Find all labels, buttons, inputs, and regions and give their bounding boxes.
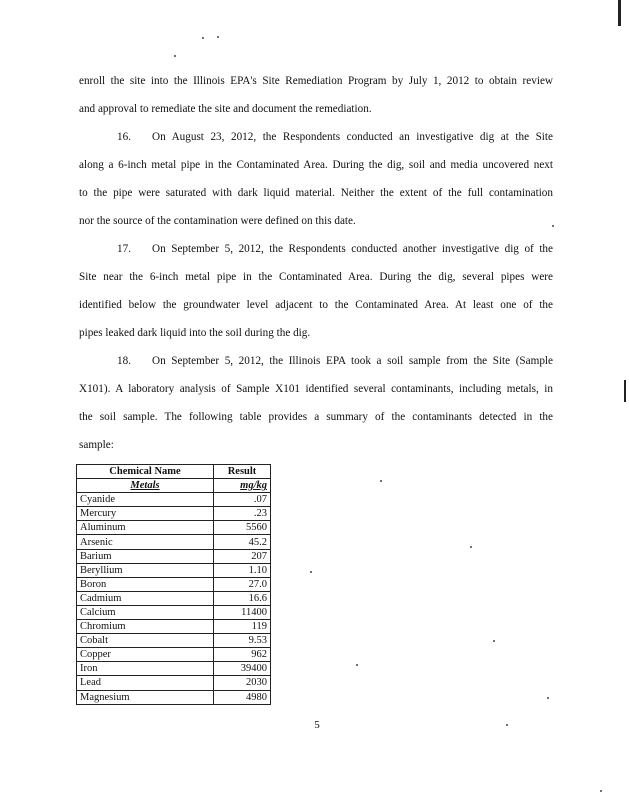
chemical-name-cell: Iron bbox=[77, 662, 214, 676]
table-header-row bbox=[77, 465, 271, 479]
result-cell: 16.6 bbox=[214, 591, 271, 605]
chemical-name-cell: Cadmium bbox=[77, 591, 214, 605]
chemical-name-cell: Lead bbox=[77, 676, 214, 690]
page-number: 5 bbox=[314, 719, 320, 731]
paragraph-text: On September 5, 2012, the Respondents conducted another investigative dig of the bbox=[152, 243, 553, 255]
chemical-name-cell: Calcium bbox=[77, 605, 214, 619]
text-line: Site near the 6-inch metal pipe in the Contaminated Area. During the dig, several pipes were bbox=[79, 271, 553, 283]
table-row bbox=[77, 676, 271, 690]
text-line: X101). A laboratory analysis of Sample X101 identified several contaminants, including metals, in bbox=[79, 383, 553, 395]
result-cell: 119 bbox=[214, 620, 271, 634]
result-cell: 39400 bbox=[214, 662, 271, 676]
scan-speck bbox=[310, 571, 312, 573]
scan-speck bbox=[547, 697, 549, 699]
chemical-name-cell: Mercury bbox=[77, 507, 214, 521]
paragraph-number: 17. bbox=[117, 243, 131, 255]
contaminants-table bbox=[76, 464, 271, 705]
text-line: to the pipe were saturated with dark liquid material. Neither the extent of the full contamination bbox=[79, 187, 553, 199]
result-cell: 45.2 bbox=[214, 535, 271, 549]
chemical-name-cell: Copper bbox=[77, 648, 214, 662]
result-cell: 2030 bbox=[214, 676, 271, 690]
result-cell: 4980 bbox=[214, 690, 271, 704]
paragraph-text: On September 5, 2012, the Illinois EPA took a soil sample from the Site (Sample bbox=[152, 355, 553, 367]
scan-speck bbox=[380, 480, 382, 482]
text-line: pipes leaked dark liquid into the soil during the dig. bbox=[79, 327, 311, 339]
paragraph-number: 18. bbox=[117, 355, 131, 367]
table-row bbox=[77, 605, 271, 619]
table-row bbox=[77, 662, 271, 676]
text-line: sample: bbox=[79, 439, 114, 451]
table-row bbox=[77, 549, 271, 563]
text-line: nor the source of the contamination were defined on this date. bbox=[79, 215, 356, 227]
table-row bbox=[77, 521, 271, 535]
text-line: enroll the site into the Illinois EPA's Site Remediation Program by July 1, 2012 to obtain review bbox=[79, 75, 553, 87]
paragraph-text: On August 23, 2012, the Respondents conducted an investigative dig at the Site bbox=[152, 131, 553, 143]
scan-speck bbox=[174, 55, 176, 57]
units-row bbox=[77, 479, 271, 493]
text-line: identified below the groundwater level adjacent to the Contaminated Area. At least one of the bbox=[79, 299, 553, 311]
column-header-result: Result bbox=[214, 465, 271, 479]
table-row bbox=[77, 690, 271, 704]
chemical-name-cell: Arsenic bbox=[77, 535, 214, 549]
result-cell: 207 bbox=[214, 549, 271, 563]
scan-speck bbox=[506, 724, 508, 726]
chemical-name-cell: Magnesium bbox=[77, 690, 214, 704]
text-line: along a 6-inch metal pipe in the Contaminated Area. During the dig, soil and media uncovered next bbox=[79, 159, 553, 171]
scan-speck bbox=[356, 664, 358, 666]
scan-speck bbox=[202, 37, 204, 39]
scan-edge-mark bbox=[618, 0, 621, 26]
text-line: and approval to remediate the site and document the remediation. bbox=[79, 103, 372, 115]
paragraph-16-first-line bbox=[79, 130, 553, 144]
scan-speck bbox=[217, 36, 219, 38]
table-row bbox=[77, 577, 271, 591]
table-row bbox=[77, 591, 271, 605]
chemical-name-cell: Barium bbox=[77, 549, 214, 563]
result-cell: 962 bbox=[214, 648, 271, 662]
scan-edge-mark bbox=[624, 380, 626, 402]
table-row bbox=[77, 535, 271, 549]
scan-speck bbox=[470, 546, 472, 548]
paragraph-17-first-line bbox=[79, 242, 553, 256]
result-cell: 11400 bbox=[214, 605, 271, 619]
scan-speck bbox=[600, 790, 602, 792]
chemical-name-cell: Aluminum bbox=[77, 521, 214, 535]
table-row bbox=[77, 634, 271, 648]
result-cell: 1.10 bbox=[214, 563, 271, 577]
result-cell: .23 bbox=[214, 507, 271, 521]
table-row bbox=[77, 493, 271, 507]
scan-speck bbox=[493, 640, 495, 642]
table-row bbox=[77, 648, 271, 662]
result-cell: 9.53 bbox=[214, 634, 271, 648]
table-row bbox=[77, 507, 271, 521]
table-body bbox=[77, 479, 271, 705]
chemical-name-cell: Cobalt bbox=[77, 634, 214, 648]
paragraph-number: 16. bbox=[117, 131, 131, 143]
result-cell: 27.0 bbox=[214, 577, 271, 591]
column-header-chemical-name: Chemical Name bbox=[77, 465, 214, 479]
table-row bbox=[77, 563, 271, 577]
units-label: mg/kg bbox=[214, 479, 271, 493]
result-cell: .07 bbox=[214, 493, 271, 507]
chemical-name-cell: Boron bbox=[77, 577, 214, 591]
text-line: the soil sample. The following table provides a summary of the contaminants detected in the bbox=[79, 411, 553, 423]
chemical-name-cell: Chromium bbox=[77, 620, 214, 634]
table-row bbox=[77, 620, 271, 634]
paragraph-18-first-line bbox=[79, 354, 553, 368]
category-label: Metals bbox=[77, 479, 214, 493]
chemical-name-cell: Beryllium bbox=[77, 563, 214, 577]
chemical-name-cell: Cyanide bbox=[77, 493, 214, 507]
result-cell: 5560 bbox=[214, 521, 271, 535]
